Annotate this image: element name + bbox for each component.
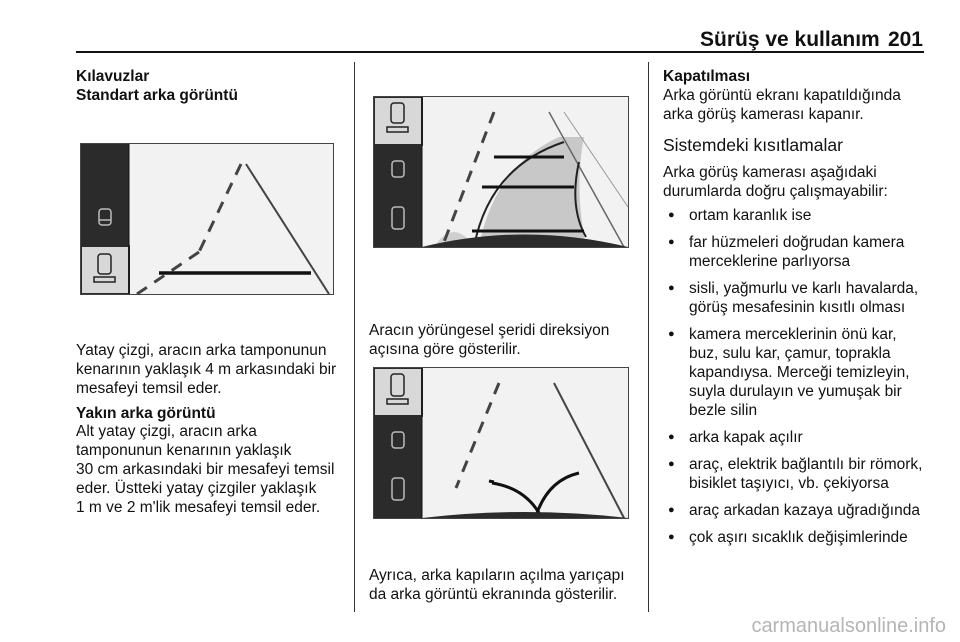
list-item: ● kamera merceklerinin önü kar, buz, sulu kar, çamur, toprakla kapandıysa. Merceği temizleyin, suyla durulayın ve yumuşak bir bezle silin bbox=[663, 325, 928, 420]
heading-system-limitations: Sistemdeki kısıtlamalar bbox=[663, 135, 843, 155]
paragraph-deactivation-line-1: Arka görüntü ekranı kapatıldığında bbox=[663, 87, 901, 104]
subheading-standard-rear-view: Standart arka görüntü bbox=[76, 87, 238, 104]
limitations-list bbox=[663, 206, 928, 555]
subheading-close-rear-view: Yakın arka görüntü bbox=[76, 405, 216, 422]
caption-trajectory-line-2: açısına göre gösterilir. bbox=[369, 341, 521, 358]
heading-deactivation: Kapatılması bbox=[663, 68, 751, 85]
paragraph-close-rear-line-3: 30 cm arkasındaki bir mesafeyi temsil bbox=[76, 461, 335, 478]
paragraph-limitations-line-2: durumlarda doğru çalışmayabilir: bbox=[663, 183, 888, 200]
paragraph-limitations-line-1: Arka görüş kamerası aşağıdaki bbox=[663, 164, 877, 181]
figure-standard-rear-view bbox=[80, 143, 334, 295]
list-item: ● far hüzmeleri doğrudan kamera merceklerine parlıyorsa bbox=[663, 233, 928, 271]
figure-trajectory-view bbox=[373, 96, 629, 248]
list-item: ● çok aşırı sıcaklık değişimlerinde bbox=[663, 528, 928, 547]
list-item: ● araç, elektrik bağlantılı bir römork, bisiklet taşıyıcı, vb. çekiyorsa bbox=[663, 455, 928, 493]
paragraph-horizontal-line: Yatay çizgi, aracın arka tamponunun kenarının yaklaşık 4 m arkasındaki bir mesafeyi temsil eder. bbox=[76, 342, 337, 397]
list-item: ● araç arkadan kazaya uğradığında bbox=[663, 501, 928, 520]
caption-door-radius-line-2: da arka görüntü ekranında gösterilir. bbox=[369, 586, 618, 603]
paragraph-close-rear-line-5: 1 m ve 2 m'lik mesafeyi temsil eder. bbox=[76, 499, 321, 516]
section-heading-guides: Kılavuzlar bbox=[76, 68, 150, 85]
list-item: ● ortam karanlık ise bbox=[663, 206, 928, 225]
paragraph-deactivation-line-2: arka görüş kamerası kapanır. bbox=[663, 106, 864, 123]
column-divider-left bbox=[354, 62, 355, 612]
list-item: ● arka kapak açılır bbox=[663, 428, 928, 447]
header-rule bbox=[76, 51, 924, 53]
list-item: ● sisli, yağmurlu ve karlı havalarda, görüş mesafesinin kısıtlı olması bbox=[663, 279, 928, 317]
caption-trajectory-line-1: Aracın yörüngesel şeridi direksiyon bbox=[369, 322, 610, 339]
paragraph-close-rear-line-4: eder. Üstteki yatay çizgiler yaklaşık bbox=[76, 480, 317, 497]
figure-door-radius-view bbox=[373, 367, 629, 519]
paragraph-close-rear-line-1: Alt yatay çizgi, aracın arka bbox=[76, 423, 257, 440]
page-number: 201 bbox=[887, 28, 923, 51]
page-header-title: Sürüş ve kullanım bbox=[700, 28, 880, 51]
column-divider-right bbox=[648, 62, 649, 612]
watermark: carmanualsonline.info bbox=[751, 615, 946, 637]
paragraph-close-rear-line-2: tamponunun kenarının yaklaşık bbox=[76, 442, 292, 459]
caption-door-radius-line-1: Ayrıca, arka kapıların açılma yarıçapı bbox=[369, 567, 625, 584]
